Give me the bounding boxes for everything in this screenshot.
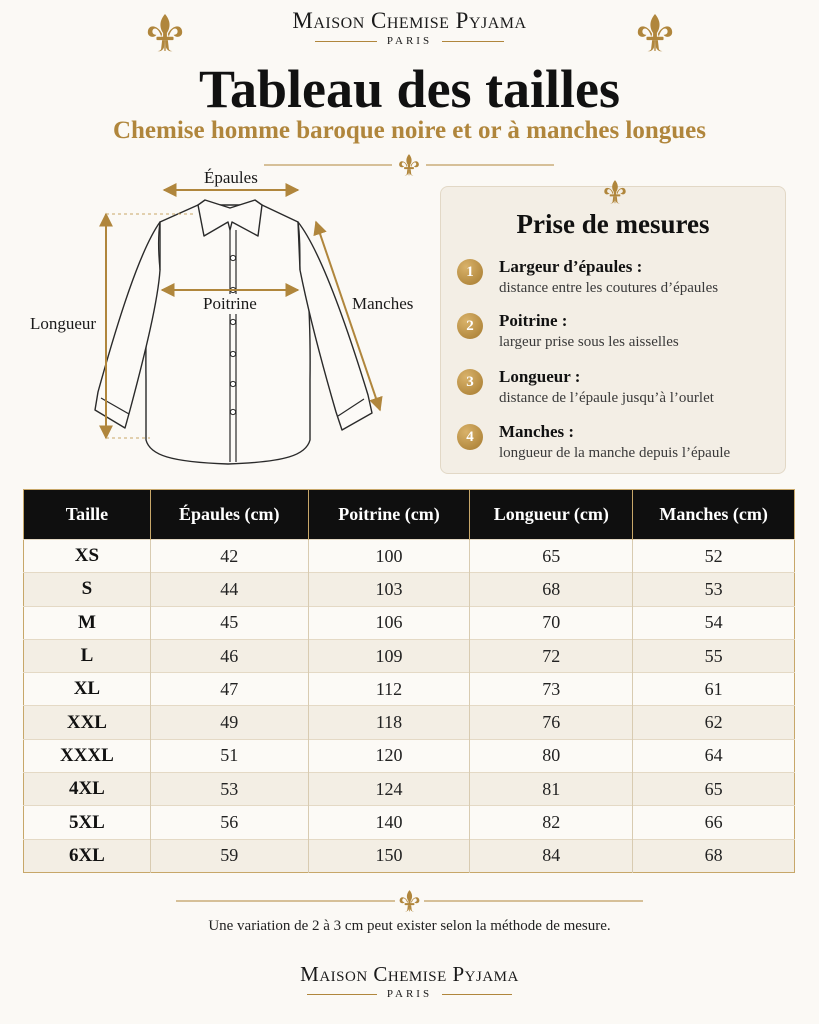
size-cell: 5XL [24, 806, 151, 839]
page-subtitle: Chemise homme baroque noire et or à manches longues [112, 117, 707, 144]
size-cell: XL [24, 673, 151, 706]
measurement-cell: 150 [308, 839, 470, 872]
measurement-cell: 124 [308, 773, 470, 806]
measurement-note: Une variation de 2 à 3 cm peut exister selon la méthode de mesure. [208, 918, 611, 934]
measurement-cell: 103 [308, 573, 470, 606]
step-number-badge: 2 [457, 313, 483, 339]
brand-logo-bottom [0, 962, 819, 1000]
table-row [24, 673, 795, 706]
measurement-cell: 45 [150, 606, 308, 639]
size-cell: 6XL [24, 839, 151, 872]
size-cell: S [24, 573, 151, 606]
measurement-cell: 65 [633, 773, 795, 806]
table-header-row [24, 490, 795, 540]
size-table [23, 489, 795, 873]
step-description: longueur de la manche depuis l’épaule [499, 445, 731, 461]
measurement-cell: 112 [308, 673, 470, 706]
measurement-cell: 59 [150, 839, 308, 872]
column-header: Manches (cm) [633, 490, 795, 540]
measure-step [457, 257, 777, 307]
measurement-cell: 56 [150, 806, 308, 839]
measure-step [457, 422, 777, 472]
page-title: Tableau des tailles [198, 59, 621, 119]
label-chest: Poitrine [203, 294, 257, 313]
measurement-cell: 81 [470, 773, 633, 806]
measurement-cell: 68 [633, 839, 795, 872]
label-sleeves: Manches [352, 294, 414, 313]
fleur-de-lis-icon [603, 179, 627, 205]
measurement-cell: 72 [470, 639, 633, 672]
measurement-cell: 140 [308, 806, 470, 839]
size-cell: XXL [24, 706, 151, 739]
brand-logo-top [0, 8, 819, 47]
measurement-cell: 55 [633, 639, 795, 672]
measurement-cell: 120 [308, 739, 470, 772]
brand-name: Maison Chemise Pyjama [292, 8, 527, 33]
step-description: distance de l’épaule jusqu’à l’ourlet [499, 390, 714, 406]
table-row [24, 540, 795, 573]
measure-card [440, 186, 786, 474]
table-row [24, 773, 795, 806]
measurement-cell: 54 [633, 606, 795, 639]
measurement-cell: 118 [308, 706, 470, 739]
measure-card-title: Prise de mesures [516, 209, 710, 239]
table-row [24, 739, 795, 772]
brand-name: Maison Chemise Pyjama [300, 962, 519, 986]
measurement-cell: 80 [470, 739, 633, 772]
measurement-cell: 47 [150, 673, 308, 706]
measurement-cell: 44 [150, 573, 308, 606]
measurement-cell: 64 [633, 739, 795, 772]
step-title: Longueur : [499, 367, 581, 386]
measurement-cell: 52 [633, 540, 795, 573]
table-row [24, 639, 795, 672]
brand-city: PARIS [386, 35, 433, 47]
measurement-cell: 65 [470, 540, 633, 573]
measurement-cell: 62 [633, 706, 795, 739]
column-header: Taille [24, 490, 151, 540]
measurement-cell: 53 [633, 573, 795, 606]
table-row [24, 573, 795, 606]
step-number-badge: 4 [457, 424, 483, 450]
size-cell: M [24, 606, 151, 639]
measurement-cell: 73 [470, 673, 633, 706]
measurement-cell: 68 [470, 573, 633, 606]
table-row [24, 806, 795, 839]
measurement-cell: 49 [150, 706, 308, 739]
measurement-cell: 51 [150, 739, 308, 772]
measurement-cell: 106 [308, 606, 470, 639]
brand-city: PARIS [386, 988, 433, 1000]
step-number-badge: 3 [457, 369, 483, 395]
measurement-cell: 82 [470, 806, 633, 839]
measurement-cell: 100 [308, 540, 470, 573]
step-description: largeur prise sous les aisselles [499, 334, 679, 350]
size-cell: 4XL [24, 773, 151, 806]
measurement-cell: 66 [633, 806, 795, 839]
label-shoulders: Épaules [204, 168, 258, 187]
measurement-cell: 61 [633, 673, 795, 706]
measurement-cell: 42 [150, 540, 308, 573]
size-cell: L [24, 639, 151, 672]
table-row [24, 839, 795, 872]
measurement-cell: 84 [470, 839, 633, 872]
table-row [24, 606, 795, 639]
measurement-cell: 70 [470, 606, 633, 639]
size-table-body [24, 540, 795, 873]
step-title: Poitrine : [499, 311, 568, 330]
size-cell: XS [24, 540, 151, 573]
table-row [24, 706, 795, 739]
measurement-cell: 109 [308, 639, 470, 672]
step-title: Manches : [499, 422, 575, 441]
label-length: Longueur [30, 314, 97, 333]
step-number-badge: 1 [457, 259, 483, 285]
measurement-cell: 46 [150, 639, 308, 672]
measure-step [457, 367, 777, 417]
size-cell: XXXL [24, 739, 151, 772]
shirt-diagram [0, 160, 440, 480]
column-header: Longueur (cm) [470, 490, 633, 540]
measurement-cell: 53 [150, 773, 308, 806]
step-title: Largeur d’épaules : [499, 257, 643, 276]
step-description: distance entre les coutures d’épaules [499, 280, 719, 296]
column-header: Poitrine (cm) [308, 490, 470, 540]
ornament-divider [176, 888, 643, 914]
measurement-cell: 76 [470, 706, 633, 739]
measure-step [457, 311, 777, 361]
column-header: Épaules (cm) [150, 490, 308, 540]
